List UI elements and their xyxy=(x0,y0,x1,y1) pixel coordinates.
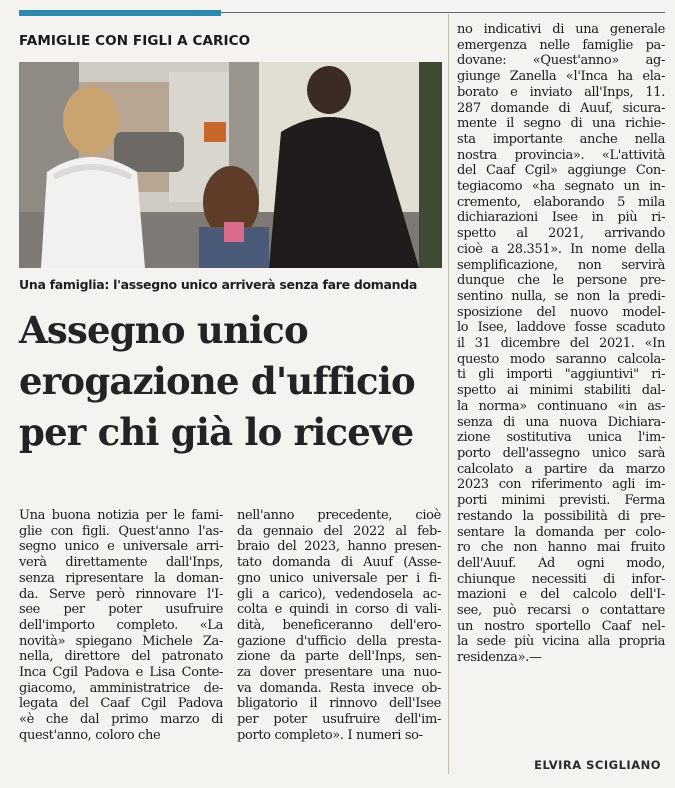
body-column-1 xyxy=(19,508,223,744)
body-text-line: porto completo». I numeri so- xyxy=(237,727,423,743)
body-text-line: zione da parte dell'Inps, sen- xyxy=(237,649,441,665)
body-text-line: dunque che le persone pre- xyxy=(457,273,665,289)
body-text-line: senza di una nuova Dichiara- xyxy=(457,414,665,430)
body-text-line: giacomo, amministratrice de- xyxy=(19,680,223,696)
body-text-line: chiunque necessiti di infor- xyxy=(457,571,665,587)
body-column-2 xyxy=(237,508,441,744)
body-text-line: residenza».— xyxy=(457,650,542,666)
body-text-line: gli a carico), vedendosela ac- xyxy=(237,586,441,602)
body-text-line: semplificazione, non servirà xyxy=(457,257,665,273)
body-text-line: no indicativi di una generale xyxy=(457,22,665,37)
body-text-line: verà direttamente dall'Inps, xyxy=(19,555,223,571)
body-text-line: see, può recarsi o contattare xyxy=(457,603,665,619)
body-text-line: novità» spiegano Michele Za- xyxy=(19,633,223,649)
body-text-line: gazione d'ufficio della presta- xyxy=(237,633,441,649)
body-text-line: gno unico universale per i fi- xyxy=(237,570,441,586)
body-text-line: nostra provincia». «L'attività xyxy=(457,147,665,163)
body-text-line: cremento, elaborando 5 mila xyxy=(457,194,665,210)
body-text-line: porto dell'assegno unico sarà xyxy=(457,445,665,461)
body-text-line: glie con figli. Quest'anno l'as- xyxy=(19,523,223,539)
section-top-rule xyxy=(221,12,665,13)
body-text-line: ti gli importi "aggiuntivi" ri- xyxy=(457,367,665,383)
body-text-line: colta e quindi in corso di vali- xyxy=(237,602,441,618)
body-text-line: tegiacomo «ha segnato un in- xyxy=(457,179,665,195)
body-text-line: zione sostitutiva unica l'im- xyxy=(457,430,665,446)
body-text-line: 2023 con riferimento agli im- xyxy=(457,477,665,493)
body-text-line: mente il segno di una richie- xyxy=(457,116,665,132)
photo-caption: Una famiglia: l'assegno unico arriverà senza fare domanda xyxy=(19,277,417,292)
body-text-line: senza ripresentare la doman- xyxy=(19,570,223,586)
body-text-line: «è che dal primo marzo di xyxy=(19,712,223,728)
body-text-line: dell'Auuf. Ad ogni modo, xyxy=(457,555,665,571)
headline-line: per chi già lo riceve xyxy=(19,410,414,454)
body-text-line: dichiarazioni Isee in più ri- xyxy=(457,210,665,226)
body-text-line: calcolato a partire da marzo xyxy=(457,461,665,477)
body-text-line: legata del Caaf Cgil Padova xyxy=(19,696,223,712)
article-photo xyxy=(19,62,442,268)
body-text-line: ro che non hanno mai fruito xyxy=(457,540,665,556)
body-text-line: il 31 dicembre del 2021. «In xyxy=(457,336,665,352)
body-text-line: cioè a 28.351». In nome della xyxy=(457,241,665,257)
headline-line: erogazione d'ufficio xyxy=(19,359,415,403)
body-text-line: emergenza nelle famiglie pa- xyxy=(457,37,665,53)
section-accent-rule xyxy=(19,10,221,16)
body-text-line: un nostro sportello Caaf nel- xyxy=(457,618,665,634)
body-text-line: nell'anno precedente, cioè xyxy=(237,508,441,523)
body-text-line: Inca Cgil Padova e Lisa Conte- xyxy=(19,665,223,681)
body-text-line: bligatorio il rinnovo dell'Isee xyxy=(237,696,441,712)
article-headline xyxy=(19,305,449,458)
body-text-line: porti minimi previsti. Ferma xyxy=(457,493,665,509)
body-text-line: braio del 2023, hanno presen- xyxy=(237,539,441,555)
body-text-line: giunge Zanella «l'Inca ha ela- xyxy=(457,69,665,85)
body-text-line: Una buona notizia per le fami- xyxy=(19,508,223,523)
body-text-line: sta importante anche nella xyxy=(457,131,665,147)
body-text-line: per poter usufruire dell'im- xyxy=(237,712,441,728)
section-kicker: FAMIGLIE CON FIGLI A CARICO xyxy=(19,33,251,49)
body-text-line: restando la possibilità di pre- xyxy=(457,508,665,524)
body-text-line: da. Serve però rinnovare l'I- xyxy=(19,586,223,602)
body-text-line: 287 domande di Auuf, sicura- xyxy=(457,100,665,116)
body-text-line: mazioni e del calcolo dell'I- xyxy=(457,587,665,603)
body-text-line: da gennaio del 2022 al feb- xyxy=(237,523,441,539)
author-byline: ELVIRA SCIGLIANO xyxy=(534,758,661,772)
body-text-line: za dover presentare una nuo- xyxy=(237,665,441,681)
headline-line: Assegno unico xyxy=(19,308,308,352)
body-text-line: questo modo saranno calcola- xyxy=(457,351,665,367)
body-text-line: sentino nulla, se non la predi- xyxy=(457,288,665,304)
body-text-line: quest'anno, coloro che xyxy=(19,727,161,743)
body-text-line: lo Isee, laddove fosse scaduto xyxy=(457,320,665,336)
body-text-line: va domanda. Resta invece ob- xyxy=(237,680,441,696)
body-text-line: tato domanda di Auuf (Asse- xyxy=(237,555,441,571)
body-text-line: sentare la domanda per colo- xyxy=(457,524,665,540)
body-column-3 xyxy=(457,22,665,666)
body-text-line: la sede più vicina alla propria xyxy=(457,634,665,650)
body-text-line: la norma» continuano «in as- xyxy=(457,398,665,414)
body-text-line: nella, direttore del patronato xyxy=(19,649,223,665)
body-text-line: dovane: «Quest'anno» ag- xyxy=(457,53,665,69)
body-text-line: dità, beneficeranno dell'ero- xyxy=(237,617,441,633)
body-text-line: see per poter usufruire xyxy=(19,602,223,618)
body-text-line: dell'importo completo. «La xyxy=(19,617,223,633)
body-text-line: segno unico e universale arri- xyxy=(19,539,223,555)
body-text-line: spetto al 2021, arrivando xyxy=(457,226,665,242)
body-text-line: borato e inviato all'Inps, 11. xyxy=(457,84,665,100)
body-text-line: sposizione del nuovo model- xyxy=(457,304,665,320)
column-divider xyxy=(448,14,449,774)
body-text-line: del Caaf Cgil» aggiunge Con- xyxy=(457,163,665,179)
body-text-line: spetto ai minimi stabiliti dal- xyxy=(457,383,665,399)
